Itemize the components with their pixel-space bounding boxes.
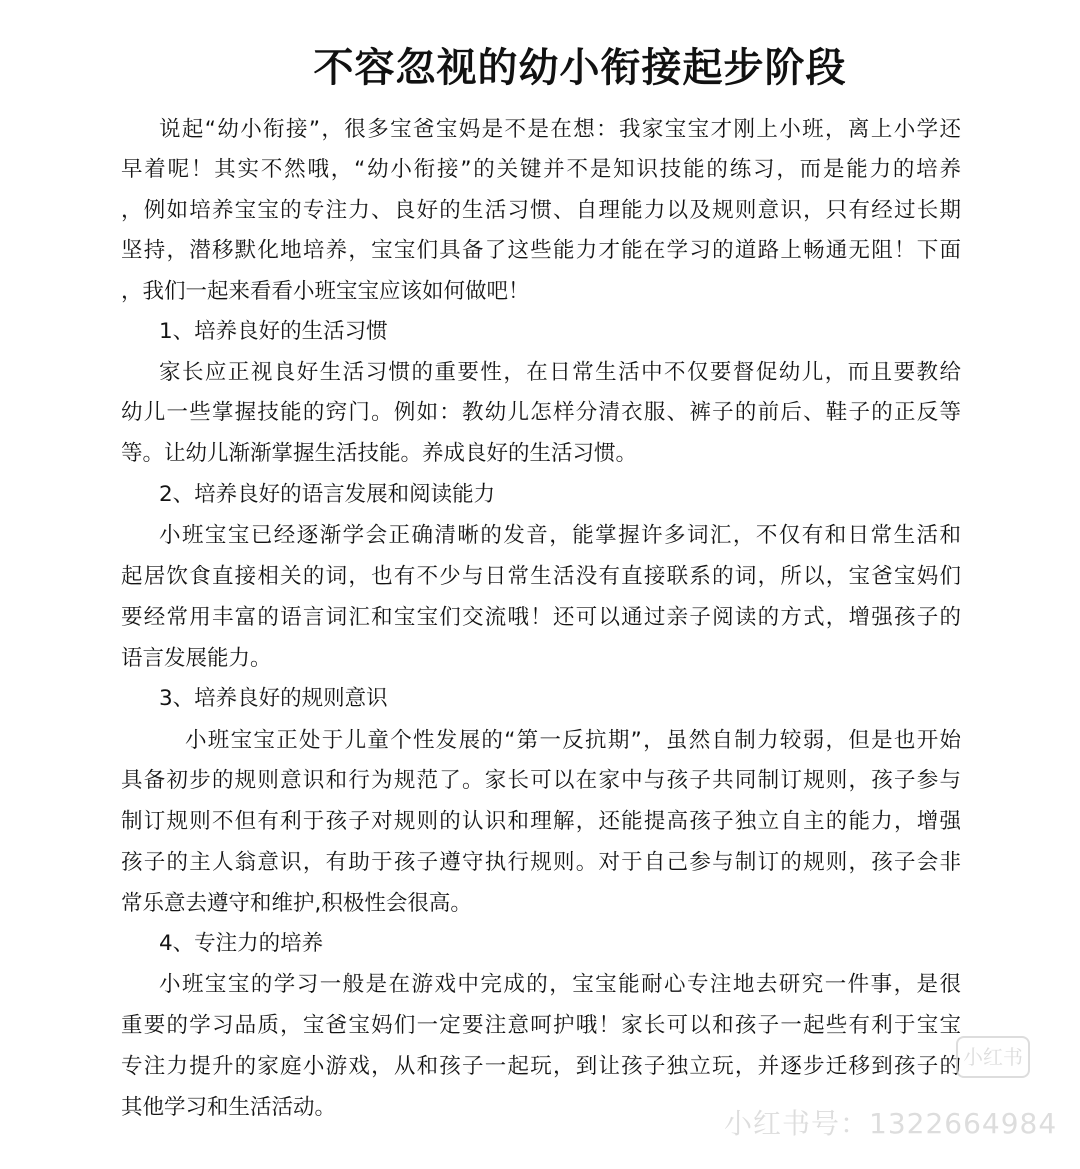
paragraph-line: 小班宝宝的学习一般是在游戏中完成的，宝宝能耐心专注地去研究一件事，是很 — [159, 972, 961, 997]
section-heading: 1、培养良好的生活习惯 — [159, 319, 388, 344]
paragraph-line: 其他学习和生活活动。 — [121, 1095, 337, 1120]
paragraph-line: ，例如培养宝宝的专注力、良好的生活习惯、自理能力以及规则意识，只有经过长期 — [121, 198, 961, 223]
xiaohongshu-logo-watermark: 小红书 — [956, 1036, 1030, 1078]
paragraph-line: 幼儿一些掌握技能的窍门。例如：教幼儿怎样分清衣服、裤子的前后、鞋子的正反等 — [121, 400, 961, 425]
paragraph-line: 具备初步的规则意识和行为规范了。家长可以在家中与孩子共同制订规则，孩子参与 — [121, 768, 961, 793]
paragraph-line: ，我们一起来看看小班宝宝应该如何做吧！ — [121, 279, 530, 304]
paragraph-line: 制订规则不但有利于孩子对规则的认识和理解，还能提高孩子独立自主的能力，增强 — [121, 809, 961, 834]
section-heading: 4、专注力的培养 — [159, 931, 324, 956]
paragraph-line: 语言发展能力。 — [121, 646, 272, 671]
account-id-watermark: 小红书号：1322664984 — [724, 1107, 1058, 1140]
paragraph-line: 早着呢！其实不然哦，“幼小衔接”的关键并不是知识技能的练习，而是能力的培养 — [121, 157, 961, 182]
paragraph-line: 小班宝宝已经逐渐学会正确清晰的发音，能掌握许多词汇，不仅有和日常生活和 — [159, 523, 961, 548]
document-title: 不容忽视的幼小衔接起步阶段 — [313, 45, 847, 91]
paragraph-line: 重要的学习品质，宝爸宝妈们一定要注意呵护哦！家长可以和孩子一起些有利于宝宝 — [121, 1013, 961, 1038]
paragraph-line: 常乐意去遵守和维护,积极性会很高。 — [121, 891, 472, 916]
paragraph-line: 等。让幼儿渐渐掌握生活技能。养成良好的生活习惯。 — [121, 441, 638, 466]
section-heading: 3、培养良好的规则意识 — [159, 686, 388, 711]
paragraph-line: 起居饮食直接相关的词，也有不少与日常生活没有直接联系的词，所以，宝爸宝妈们 — [121, 564, 961, 589]
paragraph-line: 说起“幼小衔接”，很多宝爸宝妈是不是在想：我家宝宝才刚上小班，离上小学还 — [159, 117, 961, 142]
paragraph-line: 坚持，潜移默化地培养，宝宝们具备了这些能力才能在学习的道路上畅通无阻！下面 — [121, 238, 961, 263]
paragraph-line: 要经常用丰富的语言词汇和宝宝们交流哦！还可以通过亲子阅读的方式，增强孩子的 — [121, 605, 961, 630]
section-heading: 2、培养良好的语言发展和阅读能力 — [159, 482, 496, 507]
paragraph-line: 孩子的主人翁意识，有助于孩子遵守执行规则。对于自己参与制订的规则，孩子会非 — [121, 850, 961, 875]
paragraph-line: 家长应正视良好生活习惯的重要性，在日常生活中不仅要督促幼儿，而且要教给 — [159, 360, 961, 385]
paragraph-line: 小班宝宝正处于儿童个性发展的“第一反抗期”，虽然自制力较弱，但是也开始 — [185, 728, 961, 753]
paragraph-line: 专注力提升的家庭小游戏，从和孩子一起玩，到让孩子独立玩，并逐步迁移到孩子的 — [121, 1054, 961, 1079]
